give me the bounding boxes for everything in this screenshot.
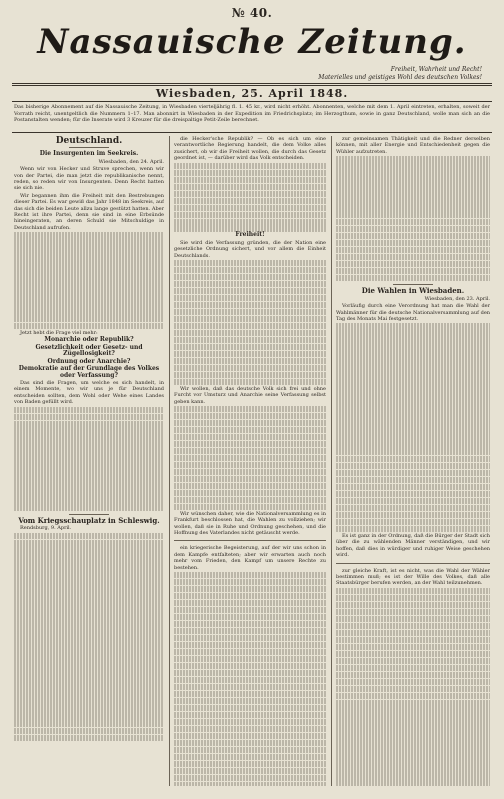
text-lines bbox=[336, 156, 490, 281]
text-lines bbox=[174, 163, 326, 232]
divider bbox=[69, 514, 109, 515]
article-paragraph: Wir wünschen daher, wie die Nationalversammlung es in Frankfurt beschlossen hat, die Wahlen zu vollziehen; wir wollen, daß sie in Ruhe und Ordnung geschehen, und die Hoffnung des Vaterlandes nicht getäuscht werde. bbox=[174, 510, 326, 537]
subscription-notice: Das bisherige Abonnement auf die Nassauische Zeitung, in Wiesbaden vierteljährig fl. 1. 45 kr., wird nicht erhöht. Abonnenten, welche mit dem 1. April eintreten, erhalten, soweit der Vorrath reicht, unentgeltlich die Nummern 1–17. Man abonnirt in Wiesbaden in der Expedition im Friedrichsplatz; im Herzogthum, sowie in ganz Deutschland, wolle man sich an die Postanstalten wenden; für die Inserate wird 3 Kreuzer für die dreispaltige Petit-Zeile berechnet. bbox=[14, 104, 490, 124]
question-3: Ordnung oder Anarchie? bbox=[47, 357, 131, 365]
section-heading-deutschland: Deutschland. bbox=[55, 136, 123, 146]
article-dateline: Wiesbaden, den 23. April. bbox=[424, 295, 490, 302]
article-title-kriegsschauplatz: Vom Kriegsschauplatz in Schleswig. bbox=[18, 515, 160, 525]
masthead-rule bbox=[12, 83, 492, 86]
text-lines bbox=[174, 406, 326, 510]
emphasis-freiheit: Freiheit! bbox=[235, 231, 265, 239]
masthead-title: Nassauische Zeitung. bbox=[37, 22, 467, 62]
article-paragraph: Das sind die Fragen, um welche es sich handelt, in einem Momente, wo wir uns je für Deutschland entscheiden sollten, dem Wohl oder Wehe eines Landes von Baden gefüllt wird. bbox=[14, 379, 164, 406]
article-title-insurgenten: Die Insurgenten im Seekreis. bbox=[39, 150, 139, 158]
article-dateline: Wiesbaden, den 24. April. bbox=[98, 158, 164, 165]
text-lines bbox=[14, 533, 164, 742]
column-divider bbox=[331, 136, 332, 786]
motto-line-1: Freiheit, Wahrheit und Recht! bbox=[390, 66, 482, 73]
article-dateline: Rendsburg, 9. April. bbox=[20, 525, 72, 532]
divider bbox=[393, 284, 433, 285]
motto-line-2: Materielles und geistiges Wohl des deutschen Volkes! bbox=[318, 74, 482, 81]
article-paragraph: Wenn wir von Hecker und Struve sprechen, wenn wir von der Partei, die man jetzt die republikanische nennt, reden, so reden wir von Insurgenten. Denn Recht hatten sie sich nie. bbox=[14, 166, 164, 192]
question-1: Monarchie oder Republik? bbox=[44, 336, 134, 344]
text-lines bbox=[14, 232, 164, 329]
notice-rule bbox=[12, 132, 492, 133]
dateline-rule bbox=[12, 101, 492, 102]
column-1 bbox=[14, 136, 164, 786]
article-paragraph: Wir wollen, daß das deutsche Volk sich frei und ohne Furcht vor Umsturz und Anarchie seine Verfassung selbst geben kann. bbox=[174, 385, 326, 405]
text-lines bbox=[336, 323, 490, 532]
issue-number: № 40. bbox=[231, 6, 273, 20]
text-lines bbox=[336, 588, 490, 786]
divider bbox=[69, 147, 109, 148]
column-divider bbox=[169, 136, 170, 786]
article-paragraph: zur gemeinsamen Thätigkeit und die Redner derselben können, mit aller Energie und Entschiedenheit gegen die Wühler aufzutreten. bbox=[336, 136, 490, 155]
article-paragraph: ein kriegerische Begeisterung, auf der wir uns schon in dem Kampfe entfalteten; aber wir erwarten auch noch mehr vom Frieden, den Kampf um unsere Rechte zu bestehen. bbox=[174, 545, 326, 571]
text-lines bbox=[14, 407, 164, 511]
column-2 bbox=[174, 136, 326, 786]
column-3 bbox=[336, 136, 490, 786]
article-title-wahlen: Die Wahlen in Wiesbaden. bbox=[361, 286, 465, 296]
article-paragraph: Wir begannen ihm die Freiheit mit den Bestrebungen dieser Partei. Es war gewiß das Jahr 1848 im Seekreis, auf das sich die beiden Leute allzu lange gestützt hatten. Aber Recht ist ihre Partei, denn sie sind in eine Erbsünde hineingeraten, an deren Schuld sie Mitschuldige in Deutschland aufrufen. bbox=[14, 192, 164, 231]
article-paragraph: Es ist ganz in der Ordnung, daß die Bürger der Stadt sich über die zu wählenden Männer verständigen, und wir hoffen, daß dies in würdiger und ruhiger Weise geschehen wird. bbox=[336, 532, 490, 559]
article-paragraph: Jetzt hebt die Frage viel mehr: bbox=[20, 330, 98, 337]
divider bbox=[174, 540, 326, 541]
text-lines bbox=[174, 572, 326, 786]
motto bbox=[222, 66, 482, 82]
article-paragraph: die Hecker'sche Republik? — Ob es sich um eine verantwortliche Regierung handelt, die dem Volke alles zusichert, ob wir die Freiheit wollen, die durch das Gesetz geordnet ist, — darüber wird das Volk entscheiden. bbox=[174, 136, 326, 162]
text-lines bbox=[174, 260, 326, 385]
article-paragraph: zur gleiche Kraft, ist es nicht, was die Wahl der Wähler bestimmen muß; es ist der Wille des Volkes, daß alle Staatsbürger berufen werden, an der Wahl teilzunehmen. bbox=[336, 567, 490, 587]
article-paragraph: Sie wird die Verfassung gründen, die der Nation eine gesetzliche Ordnung sichert, und vor allem die Einheit Deutschlands. bbox=[174, 239, 326, 259]
article-paragraph: Vorläufig durch eine Verordnung hat man die Wahl der Wahlmänner für die deutsche Nationalversammlung auf den Tag des Monats Mai festgesetzt. bbox=[336, 303, 490, 322]
dateline: Wiesbaden, 25. April 1848. bbox=[155, 87, 349, 100]
question-4: Demokratie auf der Grundlage des Volkes oder Verfassung? bbox=[18, 365, 160, 379]
question-2: Gesetzlichkeit oder Gesetz- und Zügellosigkeit? bbox=[35, 343, 143, 358]
divider bbox=[336, 563, 490, 564]
